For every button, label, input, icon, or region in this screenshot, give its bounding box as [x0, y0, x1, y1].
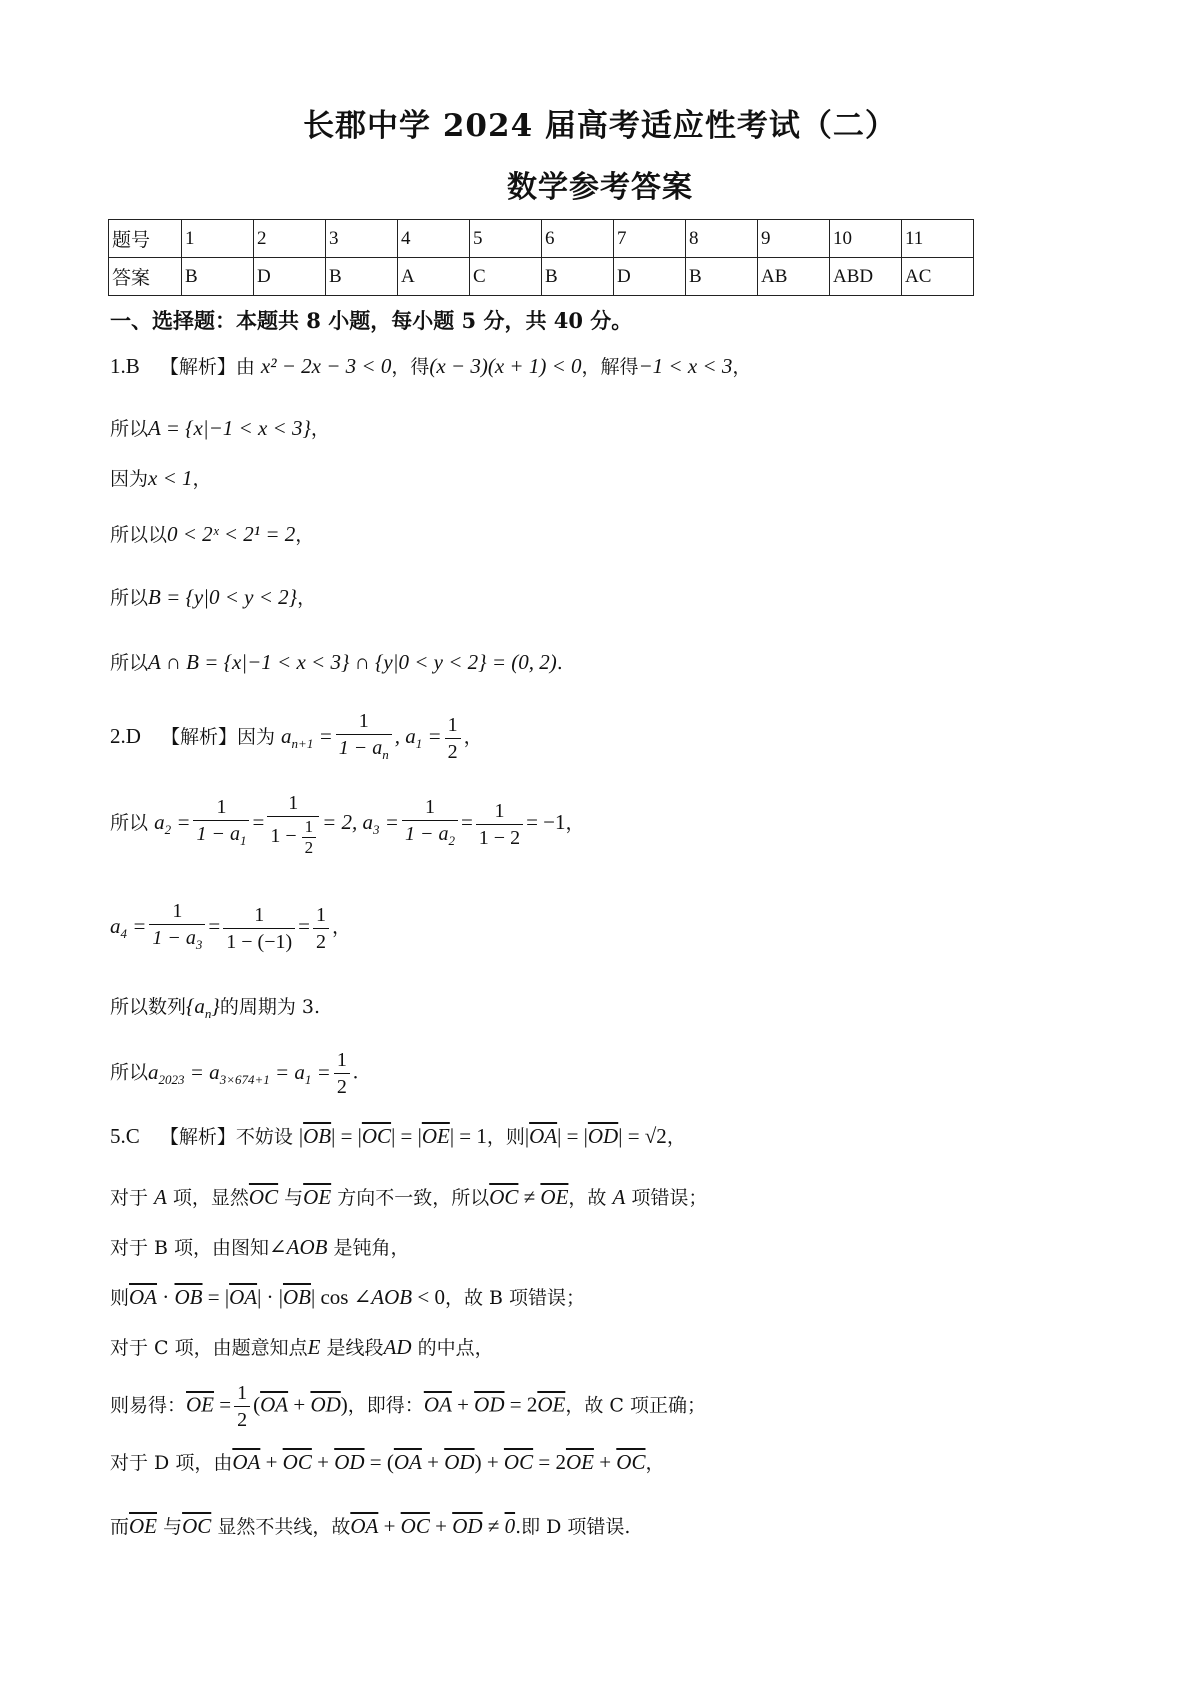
answer-table: [108, 219, 974, 296]
q5-line-5: [110, 1333, 494, 1360]
text: ，得: [391, 356, 430, 378]
analysis-tag: 【解析】: [160, 726, 237, 748]
text: ，故 C 项正确；: [565, 1394, 706, 1417]
q2-line-2: 所以 $a_2$ = $\frac{1}{1 - a_1}$ = 1 1 − $\frac{1}{2}$ = 2, $a_3$ = $\frac{1}{1 - a_2}$ = $\frac{1}{1 - 2}$ = −1，: [110, 792, 585, 857]
q5-line-3: [110, 1233, 410, 1260]
math-expression: x² − 2x − 3 < 0: [260, 354, 392, 378]
text: 所以: [110, 418, 149, 440]
text: 所以: [110, 812, 149, 834]
text: 与: [163, 1516, 183, 1538]
text: ，: [295, 524, 315, 546]
math-expression: 0 < 2ˣ < 2¹ = 2: [167, 522, 296, 546]
q5-line-1: 5.C 【解析】不妨设 $|\overline{OB}| = |\overline{OC}| = |\overline{OE}| = 1$，则$|\overline{OA}| = |\overline{OD}| = √2$，: [110, 1124, 686, 1148]
text: ，: [732, 356, 752, 378]
question-number-cell: 3: [326, 220, 398, 258]
q1-line-2: [110, 414, 330, 441]
q5-line-6: 则易得：$\overline{OE}$ = $\frac{1}{2}$ $(\overline{OA} + \overline{OD})$，即得：$\overline{OA} + \overline{OD} = 2\overline{OE}$，故 C 项正确；: [110, 1382, 706, 1431]
fraction: $\frac{1}{1 - a_n}$: [336, 708, 392, 768]
q2-line-1: 2.D 【解析】因为 $a_{n+1}$ = $\frac{1}{1 - a_n}$ , $a_1$ = $\frac{1}{2}$ ，: [110, 708, 483, 768]
text: ，: [192, 468, 212, 490]
question-number-cell: 9: [758, 220, 830, 258]
analysis-tag: 【解析】: [159, 1126, 236, 1148]
text: 所以: [110, 587, 149, 609]
text: ，: [666, 1126, 686, 1148]
answer-cell: D: [254, 258, 326, 296]
q2-line-4: 所以数列$\{a_n\}$的周期为 3.: [110, 994, 320, 1022]
text: ，则: [486, 1126, 525, 1148]
text: .: [556, 652, 563, 674]
text: 不妨设: [235, 1126, 293, 1148]
q2-line-5: 所以$a_{2023} = a_{3\times 674+1} = a_1$ = $\frac{1}{2}$ .: [110, 1049, 359, 1098]
q1-line-5: [110, 583, 316, 610]
question-number-cell: 6: [542, 220, 614, 258]
text: 的周期为 3.: [219, 996, 320, 1018]
answer-cell: AB: [758, 258, 830, 296]
section-heading: 一、选择题：本题共 8 小题，每小题 5 分，共 40 分。: [110, 308, 633, 333]
page-subtitle: 数学参考答案: [507, 170, 693, 205]
text: 所以: [110, 1061, 149, 1084]
question-label: 5.C: [110, 1124, 140, 1148]
answer-cell: AC: [902, 258, 974, 296]
table-header-cell: 题号: [109, 220, 182, 258]
text: 而: [110, 1516, 130, 1538]
question-number-cell: 4: [398, 220, 470, 258]
table-header-cell: 答案: [109, 258, 182, 296]
text: 对于 C 项，由题意知点: [110, 1337, 308, 1359]
text: 对于 B 项，由图知: [110, 1237, 270, 1259]
fraction: 1 1 − $\frac{1}{2}$: [267, 790, 319, 858]
text: ，解得: [581, 356, 639, 378]
fraction: $\frac{1}{1 - a_2}$: [402, 794, 458, 854]
q5-line-8: 而$\overline{OE}$ 与$\overline{OC}$ 显然不共线，故$\overline{OA} + \overline{OC} + \overline{OD} \ne 0$.即 D 项错误.: [110, 1514, 631, 1538]
text: ，故 B 项错误；: [444, 1287, 585, 1309]
math-expression: ∠AOB: [269, 1235, 328, 1259]
math-expression: −1 < x < 3: [638, 354, 733, 378]
answer-cell: B: [542, 258, 614, 296]
question-number-cell: 8: [686, 220, 758, 258]
math-expression: (x − 3)(x + 1) < 0: [429, 354, 582, 378]
q1-line-1: [110, 352, 751, 379]
text: 则易得：: [110, 1394, 187, 1417]
fraction: $\frac{1}{2}$: [334, 1047, 350, 1100]
question-label: 1.B: [110, 354, 140, 378]
math-expression: A = {x|−1 < x < 3}: [148, 416, 311, 440]
q5-line-2: 对于 A 项，显然$\overline{OC}$ 与$\overline{OE}$ 方向不一致，所以$\overline{OC} \ne \overline{OE}$，故 A 项错误；: [110, 1185, 708, 1209]
text: 对于 D 项，由: [110, 1452, 233, 1474]
text: 显然不共线，故: [217, 1516, 351, 1538]
text: ，即得：: [347, 1394, 424, 1417]
text: 所以: [110, 652, 149, 674]
math-expression: $a_{n+1}$ =: [281, 724, 333, 752]
question-number-cell: 10: [830, 220, 902, 258]
q2-line-3: $a_4$ = $\frac{1}{1 - a_3}$ = $\frac{1}{1 - (-1)}$ = $\frac{1}{2}$ ，: [110, 898, 351, 958]
text: 的中点，: [417, 1337, 494, 1359]
answer-cell: B: [326, 258, 398, 296]
table-row-numbers: [109, 220, 974, 258]
text: 由: [235, 356, 255, 378]
analysis-tag: 【解析】: [159, 356, 236, 378]
answer-cell: ABD: [830, 258, 902, 296]
text: ，: [645, 1452, 665, 1474]
math-expression: x < 1: [148, 466, 193, 490]
answer-cell: B: [182, 258, 254, 296]
answer-cell: B: [686, 258, 758, 296]
fraction: $\frac{1}{2}$: [234, 1380, 250, 1433]
text: 则: [110, 1287, 130, 1309]
fraction: $\frac{1}{1 - a_3}$: [149, 898, 205, 958]
text: .即 D 项错误.: [515, 1516, 631, 1538]
math-expression: E: [307, 1335, 321, 1359]
fraction: $\frac{1}{1 - a_1}$: [193, 794, 249, 854]
question-number-cell: 2: [254, 220, 326, 258]
question-number-cell: 1: [182, 220, 254, 258]
answer-cell: A: [398, 258, 470, 296]
answer-cell: C: [470, 258, 542, 296]
question-number-cell: 11: [902, 220, 974, 258]
q5-line-7: 对于 D 项，由$\overline{OA} + \overline{OC} + \overline{OD} = (\overline{OA} + \overline{OD}) + \overline{OC} = 2\overline{OE} + \overline{OC}$，: [110, 1450, 665, 1474]
fraction: $\frac{1}{2}$: [313, 902, 329, 955]
math-expression: A ∩ B = {x|−1 < x < 3} ∩ {y|0 < y < 2} = (0, 2): [148, 650, 557, 674]
answer-cell: D: [614, 258, 686, 296]
text: ，: [297, 587, 317, 609]
text: 所以数列: [110, 996, 187, 1018]
text: 因为: [236, 726, 275, 748]
q1-line-6: [110, 648, 563, 675]
text: 是钝角，: [333, 1237, 410, 1259]
text: 是线段: [326, 1337, 384, 1359]
question-number-cell: 7: [614, 220, 686, 258]
math-expression: B = {y|0 < y < 2}: [148, 585, 298, 609]
fraction: $\frac{1}{1 - (-1)}$: [223, 902, 295, 955]
math-expression: AD: [383, 1335, 412, 1359]
text: 所以以: [110, 524, 168, 546]
q5-line-4: 则$\overline{OA} \cdot \overline{OB} = |\overline{OA}| \cdot |\overline{OB}|$ cos ∠AOB < 0，故 B 项错误；: [110, 1285, 585, 1309]
q1-line-4: [110, 520, 314, 547]
page-title: 长郡中学 2024 届高考适应性考试（二）: [303, 108, 897, 144]
question-number-cell: 5: [470, 220, 542, 258]
text: 因为: [110, 468, 149, 490]
q1-line-3: [110, 464, 212, 491]
text: ，: [310, 418, 330, 440]
fraction: $\frac{1}{2}$: [445, 712, 461, 765]
fraction: $\frac{1}{1 - 2}$: [476, 798, 523, 851]
question-label: 2.D: [110, 724, 141, 748]
table-row-answers: [109, 258, 974, 296]
